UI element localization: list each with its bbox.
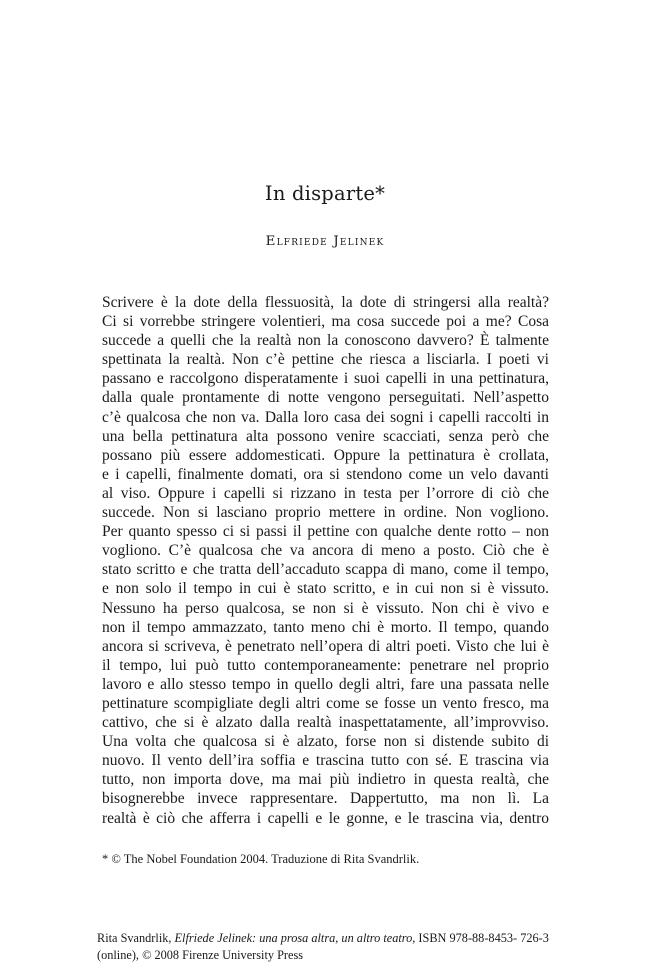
body-line: Scrivere è la dote della flessuosità, la dote di stringersi alla realtà? — [102, 294, 549, 311]
credit-line-1 — [97, 930, 557, 947]
body-line: Una volta che qualcosa si è alzato, forse non si distende subito di — [102, 733, 549, 751]
body-line: succede a quelli che la realtà non la conoscono davvero? È talmente — [102, 332, 549, 350]
body-line: Per quanto spesso ci si passi il pettine con qualche dente rotto – non — [102, 523, 549, 541]
body-line: ancora si scriveva, è penetrato nell’opera di altri poeti. Visto che lui è — [102, 637, 549, 655]
body-line: cattivo, che si è alzato dalla realtà inaspettatamente, all’improvviso. — [102, 714, 549, 732]
publication-credit — [97, 930, 557, 964]
footnote: * © The Nobel Foundation 2004. Traduzione di Rita Svandrlik. — [102, 852, 420, 866]
body-line: c’è qualcosa che non va. Dalla loro casa dei sogni i capelli raccolti in — [102, 408, 549, 426]
body-line: passano e raccolgono disperatamente i suoi capelli in una pettinatura, — [102, 370, 549, 388]
body-line: vogliono. C’è qualcosa che va ancora di meno a posto. Ciò che è — [102, 542, 549, 560]
credit-book-title: Elfriede Jelinek: una prosa altra, un altro teatro, — [174, 931, 416, 945]
body-line: e i capelli, finalmente domati, ora si stendono come un velo davanti — [102, 465, 549, 483]
body-line: al viso. Oppure i capelli si rizzano in testa per l’orrore di ciò che — [102, 484, 549, 502]
body-text — [102, 293, 549, 828]
body-line: possano più essere addomesticati. Oppure la pettinatura è crollata, — [102, 446, 549, 464]
body-line: Nessuno ha perso qualcosa, se non si è vissuto. Non chi è vivo e — [102, 599, 549, 617]
body-line: stato scritto e che tratta dell’accaduto scappa di mano, come il tempo, — [102, 561, 549, 579]
body-line: pettinature scompigliate degli altri come se fosse un vento fresco, ma — [102, 694, 549, 712]
article-author: Elfriede Jelinek — [265, 234, 385, 249]
body-line: bisognerebbe invece rappresentare. Dappertutto, ma non lì. La — [102, 790, 549, 808]
body-line: Ci si vorrebbe stringere volentieri, ma cosa succede poi a me? Cosa — [102, 313, 549, 331]
article-title: In disparte* — [264, 182, 386, 205]
credit-isbn: ISBN 978-88-8453- 726-3 — [418, 931, 549, 945]
body-line: il tempo, lui può tutto contemporaneamente: penetrare nel proprio — [102, 656, 549, 674]
body-line: succede. Non si lasciano proprio mettere in ordine. Non vogliono. — [102, 504, 549, 522]
body-line: spettinata la realtà. Non c’è pettine che riesca a lisciarla. I poeti vi — [102, 351, 549, 369]
body-line: e non solo il tempo in cui è stato scritto, e in cui non si è vissuto. — [102, 580, 549, 598]
body-line: lavoro e allo stesso tempo in quello degli altri, fare una passata nelle — [102, 675, 549, 693]
body-line: non il tempo ammazzato, tanto meno chi è morto. Il tempo, quando — [102, 618, 549, 636]
body-line: una bella pettinatura alta possono venire scacciati, senza però che — [102, 427, 549, 445]
credit-line-2: (online), © 2008 Firenze University Press — [97, 948, 304, 962]
body-line: realtà è ciò che afferra i capelli e le gonne, e le trascina via, dentro — [102, 809, 549, 827]
body-line: nuovo. Il vento dell’ira soffia e trascina tutto con sé. E trascina via — [102, 752, 549, 770]
credit-author: Rita Svandrlik, — [97, 931, 172, 945]
body-line: tutto, non importa dove, ma mai più indietro in questa realtà, che — [102, 771, 549, 789]
body-line: dalla quale prontamente di notte vengono perseguitati. Nell’aspetto — [102, 389, 549, 407]
